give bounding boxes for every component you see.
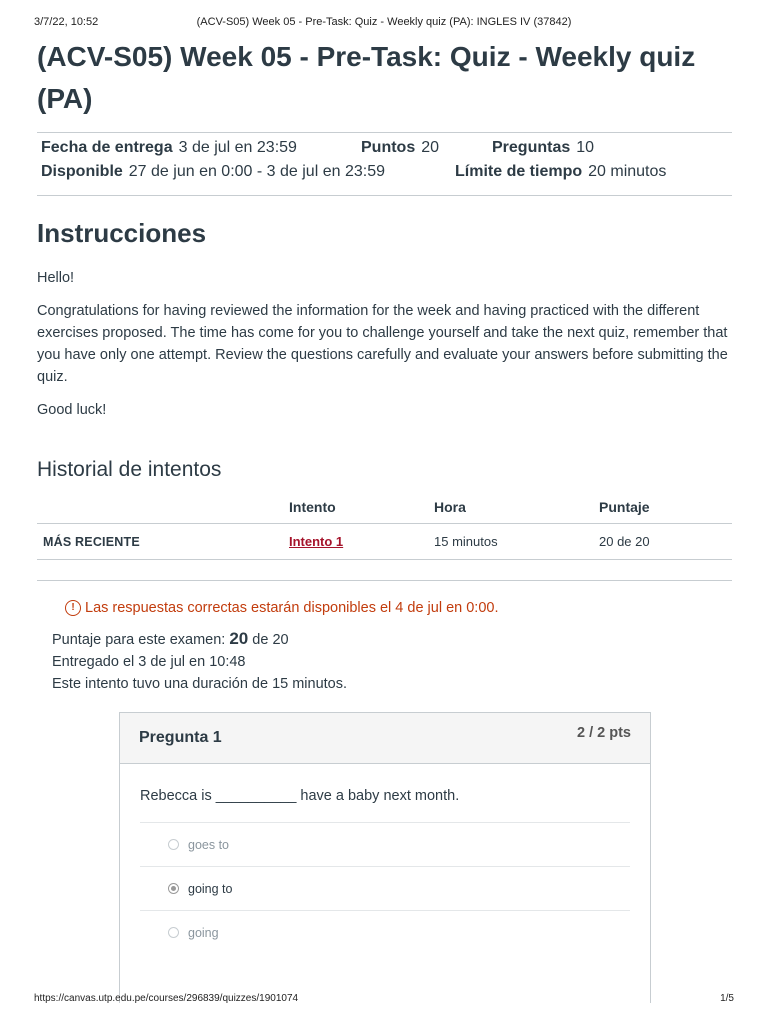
column-header-score: Puntaje [593, 491, 732, 524]
column-header-attempt: Intento [283, 491, 428, 524]
answer-text: going [188, 925, 219, 940]
duration-line: Este intento tuvo una duración de 15 minutos. [52, 676, 348, 692]
question-card [119, 712, 651, 1003]
print-doc-title: (ACV-S05) Week 05 - Pre-Task: Quiz - Weekly quiz (PA): INGLES IV (37842) [196, 16, 572, 28]
instructions-heading: Instrucciones [37, 218, 207, 248]
question-title: Pregunta 1 [139, 729, 222, 746]
due-date-label: Fecha de entrega [41, 139, 173, 156]
instructions-body [37, 267, 732, 421]
table-header-row [37, 491, 732, 524]
page-title: (ACV-S05) Week 05 - Pre-Task: Quiz - Weekly quiz (PA) [37, 41, 696, 114]
due-date [41, 139, 297, 157]
history-heading: Historial de intentos [37, 458, 222, 481]
answer-option-selected[interactable] [140, 867, 630, 911]
instructions-greeting: Hello! [37, 270, 75, 286]
questions-label: Preguntas [492, 139, 571, 156]
table-row [37, 524, 732, 560]
print-url: https://canvas.utp.edu.pe/courses/296839/quizzes/1901074 [34, 993, 299, 1004]
submitted-line: Entregado el 3 de jul en 10:48 [52, 654, 246, 670]
attempt-history-table [37, 491, 732, 560]
questions-value: 10 [576, 139, 595, 156]
score-prefix: Puntaje para este examen: [52, 632, 226, 648]
print-datetime: 3/7/22, 10:52 [34, 16, 99, 28]
questions-count [492, 139, 594, 157]
points-label: Puntos [361, 139, 416, 156]
answers-availability-notice [65, 600, 732, 616]
warning-icon: ! [65, 600, 81, 616]
points [361, 139, 439, 157]
score-suffix: de 20 [252, 632, 289, 648]
time-limit-value: 20 minutos [588, 163, 667, 180]
availability [41, 163, 385, 181]
question-text: Rebecca is __________ have a baby next month. [140, 788, 630, 823]
quiz-details-row-2 [41, 163, 728, 187]
radio-unselected-icon [168, 839, 179, 850]
quiz-details-row-1 [41, 139, 728, 163]
question-header [120, 713, 650, 764]
print-page-number: 1/5 [720, 993, 734, 1004]
question-points: 2 / 2 pts [577, 725, 631, 741]
attempt-summary [52, 628, 732, 695]
answer-list [120, 823, 650, 954]
score-line [52, 628, 732, 651]
answer-option[interactable] [140, 911, 630, 954]
instructions-closing: Good luck! [37, 402, 107, 418]
divider [37, 580, 732, 581]
instructions-text: Congratulations for having reviewed the information for the week and having practiced with the different exercises proposed. The time has come for you to challenge yourself and take the next quiz, remember that you have only one attempt. Review the questions carefully and evaluate your answers before submitting the quiz. [37, 303, 728, 385]
due-date-value: 3 de jul en 23:59 [178, 139, 297, 156]
attempt-cell [283, 524, 428, 560]
print-footer [0, 993, 768, 1007]
answer-option[interactable] [140, 823, 630, 867]
column-header-time: Hora [428, 491, 593, 524]
time-limit [455, 163, 666, 181]
attempt-1-link[interactable]: Intento 1 [289, 534, 344, 549]
score-value: 20 [229, 629, 249, 648]
answer-text: going to [188, 881, 233, 896]
attempt-time: 15 minutos [428, 524, 593, 560]
time-limit-label: Límite de tiempo [455, 163, 583, 180]
points-value: 20 [421, 139, 440, 156]
radio-selected-icon [168, 883, 179, 894]
answer-text: goes to [188, 837, 230, 852]
availability-value: 27 de jun en 0:00 - 3 de jul en 23:59 [128, 163, 385, 180]
column-header [37, 491, 283, 524]
notice-text: Las respuestas correctas estarán disponibles el 4 de jul en 0:00. [85, 600, 499, 616]
attempt-score: 20 de 20 [593, 524, 732, 560]
most-recent-label: MÁS RECIENTE [37, 524, 283, 560]
main-content [37, 36, 732, 695]
quiz-details [37, 132, 732, 196]
radio-unselected-icon [168, 927, 179, 938]
print-header [0, 16, 768, 30]
availability-label: Disponible [41, 163, 123, 180]
